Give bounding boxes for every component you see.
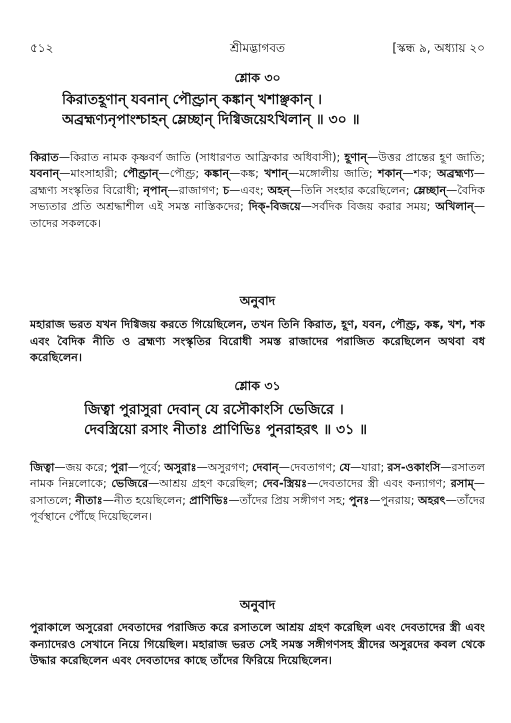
synonym-meaning: —বৈদিক সভ্যতার প্রতি অশ্রদ্ধাশীল এই সমস্ত নাস্তিকদের;	[30, 183, 485, 214]
synonym-meaning: —কঙ্ক;	[229, 167, 265, 181]
synonym-word: যবনান্	[30, 167, 60, 181]
verse-30-label: শ্লোক ৩০	[234, 70, 281, 85]
synonym-word: অহরৎ	[417, 493, 446, 507]
synonym-meaning: —রাজাগণ;	[167, 183, 224, 197]
synonym-word: দেব-স্ত্রিয়ঃ	[262, 477, 308, 491]
synonym-meaning: —পৌণ্ড্র;	[158, 167, 205, 181]
synonym-meaning: —জয় করে;	[54, 461, 111, 474]
synonym-meaning: —আশ্রয় গ্রহণ করেছিল;	[148, 477, 263, 491]
synonym-meaning: —মাংসাহারী;	[59, 167, 123, 181]
synonym-word: রসাম্	[450, 477, 474, 491]
verse-30-translation-label: অনুবাদ	[239, 293, 276, 308]
synonym-word: যে	[339, 461, 351, 474]
synonym-meaning: —দেবতাদের স্ত্রী এবং কন্যাগণ;	[307, 477, 451, 491]
synonym-word: অহন্	[267, 183, 290, 197]
synonym-meaning: —ব্রহ্মণ্য সংস্কৃতির বিরোধী;	[30, 167, 485, 197]
synonym-word: কিরাত	[30, 151, 59, 164]
synonym-word: দেবান্	[252, 461, 279, 474]
synonym-word: হূণান্	[344, 151, 368, 164]
synonym-meaning: —তিনি সংহার করেছিলেন;	[289, 183, 414, 197]
synonym-meaning: —অসুরগণ;	[196, 461, 253, 474]
verse-31-line-1: জিত্বা পুরাসুরা দেবান্ যে রসৌকাংসি ভেজিরে ।	[84, 402, 344, 418]
running-header	[30, 40, 485, 58]
synonym-meaning: —রসাতল নামক নিম্নলোকে;	[30, 461, 485, 491]
synonym-word: অখিলান্	[435, 200, 474, 214]
canto-chapter: [স্কন্ধ ৯, অধ্যায় ২০	[392, 41, 485, 55]
verse-30-synonyms	[30, 150, 485, 232]
verse-31-translation: পুরাকালে অসুরেরা দেবতাদের পরাজিত করে রসাতলে আশ্রয় গ্রহণ করেছিল এবং দেবতাদের স্ত্রী এবং কন্যাদেরও সেখানে নিয়ে গিয়েছিল। মহারাজ ভরত সেই সমস্ত সঙ্গীগণসহ স্ত্রীদের অসুরদের কবল থেকে উদ্ধার করেছিলেন এবং দেবতাদের কাছে তাঁদের ফিরিয়ে দিয়েছিলেন।	[30, 621, 485, 668]
synonym-word: পৌণ্ড্রান্	[122, 167, 159, 181]
synonym-word: রস-ওকাংসি	[387, 461, 441, 474]
synonym-meaning: —দেবতাগণ;	[278, 461, 340, 474]
page-number: ৫১২	[30, 41, 54, 55]
synonym-word: চ	[223, 183, 230, 197]
verse-30-line-1: কিরাতহূণান্ যবনান্ পৌণ্ড্রান্ কঙ্কান্ খশাঞ্ছকান্ ।	[62, 92, 322, 108]
synonym-word: নৃপান্	[143, 183, 168, 197]
synonym-word: অব্রহ্মণ্য	[437, 167, 474, 181]
synonym-word: পুনঃ	[349, 493, 370, 507]
synonym-meaning: —রসাতলে;	[30, 477, 485, 507]
synonym-meaning: —তাদের সকলকে।	[30, 200, 485, 230]
synonym-word: ভেজিরে	[111, 477, 149, 491]
verse-30-translation: মহারাজ ভরত যখন দিগ্বিজয় করতে গিয়েছিলেন, তখন তিনি কিরাত, হূণ, যবন, পৌণ্ড্র, কঙ্ক, খশ, শক এবং বৈদিক নীতি ও ব্রহ্মণ্য সংস্কৃতির বিরোধী সমস্ত রাজাদের পরাজিত করেছিলেন অথবা বধ করেছিলেন।	[30, 318, 485, 365]
verse-31-line-2: দেবস্ত্রিয়ো রসাং নীতাঃ প্রাণিভিঃ পুনরাহরৎ ॥ ৩১ ॥	[84, 422, 368, 438]
synonym-meaning: —যারা;	[350, 461, 388, 474]
synonym-word: খশান্	[264, 167, 289, 181]
verse-30-line-2: অব্রহ্মণ্যনৃপাংশ্চাহন্ ম্লেচ্ছান্ দিগ্বিজয়েঽখিলান্ ॥ ৩০ ॥	[62, 112, 360, 128]
synonym-meaning: —তাঁদের পূর্বস্থানে পৌঁছে দিয়েছিলেন।	[30, 493, 486, 524]
synonym-word: জিত্বা	[30, 461, 55, 474]
synonym-meaning: —তাঁদের প্রিয় সঙ্গীগণ সহ;	[228, 493, 349, 507]
synonym-word: দিক্-বিজয়ে	[248, 200, 301, 214]
synonym-word: প্রাণিভিঃ	[189, 493, 229, 507]
synonym-word: পুরা	[110, 461, 128, 474]
synonym-word: অসুরাঃ	[164, 461, 197, 474]
verse-31-translation-label: অনুবাদ	[239, 597, 276, 612]
synonym-meaning: —উত্তর প্রান্তের হূণ জাতি;	[367, 151, 485, 164]
synonym-meaning: —পুনরায়;	[369, 493, 418, 507]
synonym-word: কঙ্কান্	[204, 167, 230, 181]
synonym-meaning: —নীত হয়েছিলেন;	[102, 493, 190, 507]
synonym-word: নীতাঃ	[75, 493, 103, 507]
synonym-meaning: —পূর্বে;	[127, 461, 165, 474]
synonym-meaning: —সর্বদিক বিজয় করার সময়;	[300, 200, 436, 214]
synonym-word: ম্লেচ্ছান্	[413, 183, 447, 197]
synonym-meaning: —এবং;	[229, 183, 268, 197]
synonym-word: শকান্	[377, 167, 403, 181]
verse-31-synonyms	[30, 460, 485, 526]
synonym-meaning: —মঙ্গোলীয় জাতি;	[288, 167, 378, 181]
verse-30-text	[62, 90, 471, 130]
verse-31-text	[84, 400, 471, 440]
synonym-meaning: —কিরাত নামক কৃষ্ণবর্ণ জাতি (সাধারণত আফ্রিকার অধিবাসী);	[58, 151, 345, 164]
verse-31-label: শ্লোক ৩১	[234, 378, 281, 393]
synonym-meaning: —শক;	[402, 167, 438, 181]
book-title: শ্রীমদ্ভাগবত	[229, 41, 286, 55]
